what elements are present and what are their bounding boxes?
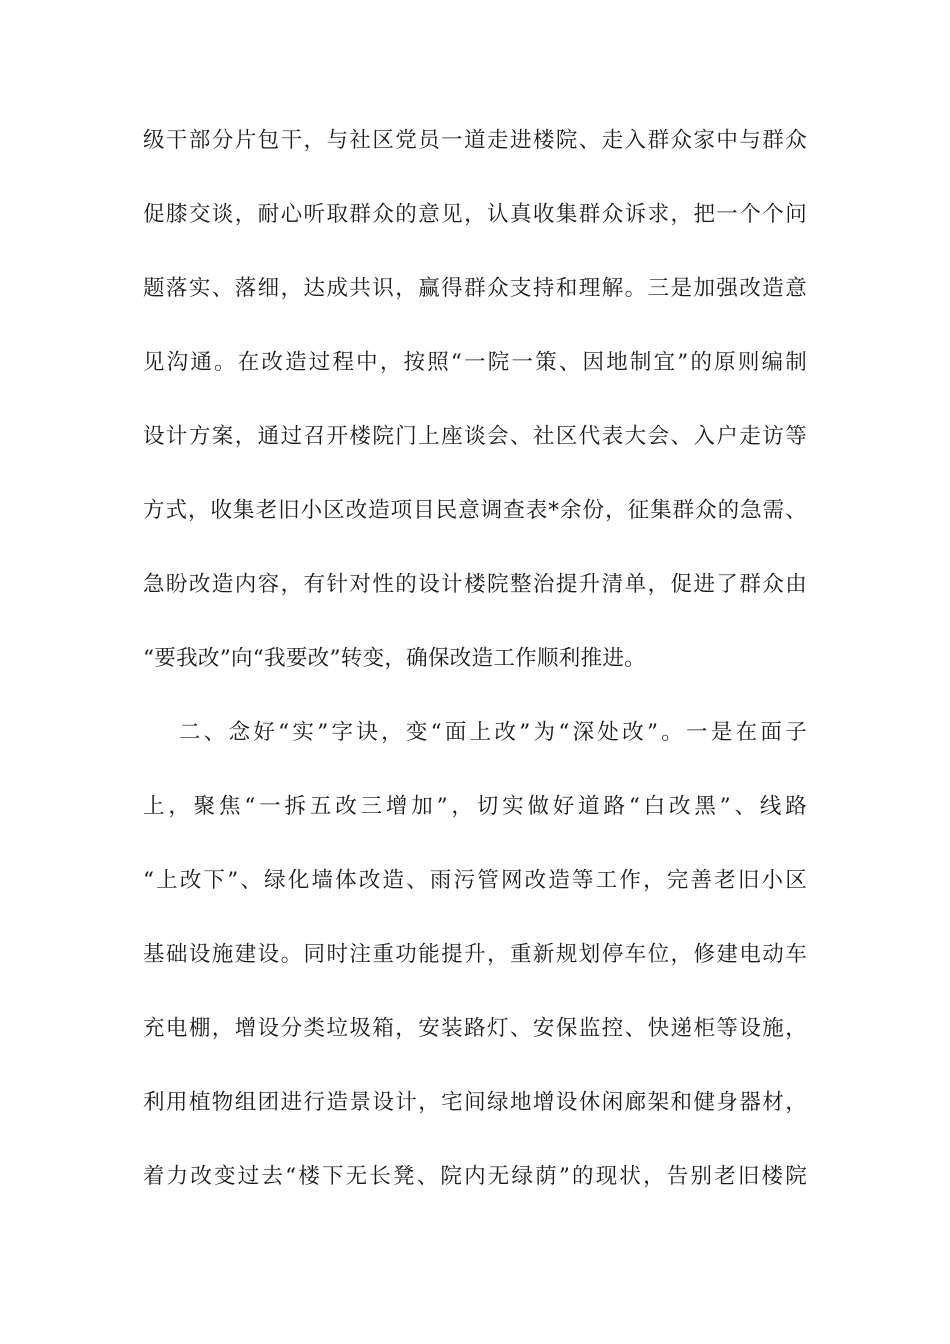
paragraph-2-line-6: 利用植物组团进行造景设计，宅间绿地增设休闲廊架和健身器材， bbox=[143, 1090, 807, 1115]
paragraph-1-line-8: “要我改”向“我要改”转变，确保改造工作顺利推进。 bbox=[143, 646, 646, 671]
paragraph-1-line-5: 设计方案，通过召开楼院门上座谈会、社区代表大会、入户走访等 bbox=[143, 424, 807, 449]
paragraph-1-line-7: 急盼改造内容，有针对性的设计楼院整治提升清单，促进了群众由 bbox=[143, 572, 807, 597]
paragraph-2-line-7: 着力改变过去“楼下无长凳、院内无绿荫”的现状，告别老旧楼院 bbox=[143, 1164, 807, 1189]
paragraph-1-line-3: 题落实、落细，达成共识，赢得群众支持和理解。三是加强改造意 bbox=[143, 276, 807, 301]
paragraph-2-line-1: 二、念好“实”字诀，变“面上改”为“深处改”。一是在面子 bbox=[179, 720, 807, 745]
paragraph-2-line-4: 基础设施建设。同时注重功能提升，重新规划停车位，修建电动车 bbox=[143, 942, 807, 967]
paragraph-2-line-2: 上，聚焦“一拆五改三增加”，切实做好道路“白改黑”、线路 bbox=[143, 794, 807, 819]
paragraph-1-line-1: 级干部分片包干，与社区党员一道走进楼院、走入群众家中与群众 bbox=[143, 128, 807, 153]
paragraph-1-line-4: 见沟通。在改造过程中，按照“一院一策、因地制宜”的原则编制 bbox=[143, 350, 807, 375]
paragraph-1-line-2: 促膝交谈，耐心听取群众的意见，认真收集群众诉求，把一个个问 bbox=[143, 202, 807, 227]
paragraph-2-line-3: “上改下”、绿化墙体改造、雨污管网改造等工作，完善老旧小区 bbox=[143, 868, 807, 893]
paragraph-1-line-6: 方式，收集老旧小区改造项目民意调查表*余份，征集群众的急需、 bbox=[143, 498, 807, 523]
paragraph-2-line-5: 充电棚，增设分类垃圾箱，安装路灯、安保监控、快递柜等设施， bbox=[143, 1016, 807, 1041]
